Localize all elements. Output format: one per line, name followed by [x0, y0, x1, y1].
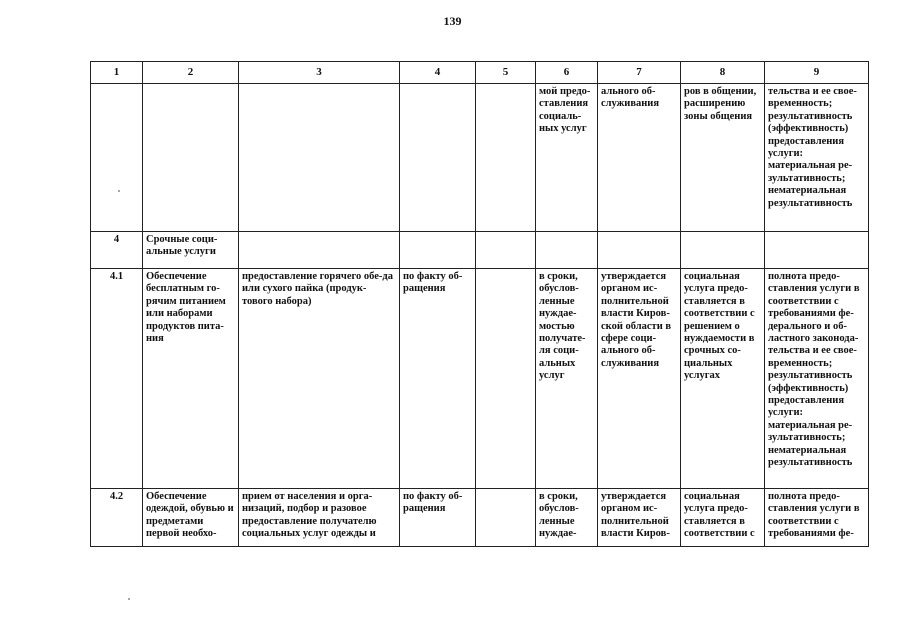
table-cell: Срочные соци-альные услуги — [143, 232, 239, 269]
header-cell: 9 — [765, 62, 869, 84]
table-cell: в сроки, обуслов-ленные нуждае-мостью получате-ля соци-альных услуг — [536, 269, 598, 489]
services-table — [90, 61, 869, 547]
table-cell: утверждается органом ис-полнительной власти Киров-ской области в сфере соци-ального об-служивания — [598, 269, 681, 489]
table-cell — [598, 232, 681, 269]
table-cell — [476, 232, 536, 269]
table-cell: социальная услуга предо-ставляется в соответствии с — [681, 489, 765, 547]
scan-speck — [118, 190, 120, 192]
table-cell — [239, 84, 400, 232]
table-cell: по факту об-ращения — [400, 269, 476, 489]
table-cell: Обеспечение бесплатным го-рячим питанием или наборами продуктов пита-ния — [143, 269, 239, 489]
table-cell — [400, 232, 476, 269]
table-cell: ров в общении, расширению зоны общения — [681, 84, 765, 232]
table-cell: 4 — [91, 232, 143, 269]
header-cell: 7 — [598, 62, 681, 84]
table-cell: социальная услуга предо-ставляется в соответствии с решением о нуждаемости в срочных со-циальных услугах — [681, 269, 765, 489]
table-cell — [476, 84, 536, 232]
header-cell: 1 — [91, 62, 143, 84]
table-cell: по факту об-ращения — [400, 489, 476, 547]
header-cell: 5 — [476, 62, 536, 84]
table-cell: полнота предо-ставления услуги в соответствии с требованиями фе-дерального и об-ластного законода-тельства и ее свое-временность; результативность (эффективность) предоставления услуги: материальная ре-зультативность; нематериальная результативность — [765, 269, 869, 489]
table-cell — [536, 232, 598, 269]
table-cell: мой предо-ставления социаль-ных услуг — [536, 84, 598, 232]
table-cell — [476, 489, 536, 547]
table-cell — [681, 232, 765, 269]
table-row — [91, 489, 869, 547]
table-cell — [239, 232, 400, 269]
table-cell: Обеспечение одеждой, обувью и предметами первой необхо- — [143, 489, 239, 547]
header-cell: 6 — [536, 62, 598, 84]
table-cell: в сроки, обуслов-ленные нуждае- — [536, 489, 598, 547]
table-cell — [400, 84, 476, 232]
header-cell: 8 — [681, 62, 765, 84]
header-cell: 3 — [239, 62, 400, 84]
table-cell: тельства и ее свое-временность; результативность (эффективность) предоставления услуги: материальная ре-зультативность; нематериальная результативность — [765, 84, 869, 232]
table-cell: 4.2 — [91, 489, 143, 547]
table-cell: полнота предо-ставления услуги в соответствии с требованиями фе- — [765, 489, 869, 547]
table-cell: утверждается органом ис-полнительной власти Киров- — [598, 489, 681, 547]
header-cell: 2 — [143, 62, 239, 84]
header-cell: 4 — [400, 62, 476, 84]
table-cell: прием от населения и орга-низаций, подбор и разовое предоставление получателю социальных услуг одежды и — [239, 489, 400, 547]
scan-speck — [128, 598, 130, 600]
table-cell — [765, 232, 869, 269]
table-cell — [143, 84, 239, 232]
table-cell: ального об-служивания — [598, 84, 681, 232]
table-row — [91, 269, 869, 489]
table-cell — [476, 269, 536, 489]
table-row — [91, 232, 869, 269]
table-cell — [91, 84, 143, 232]
table-row — [91, 84, 869, 232]
table-header-row — [91, 62, 869, 84]
page-number: 139 — [443, 14, 462, 28]
table-cell: предоставление горячего обе-да или сухого пайка (продук-тового набора) — [239, 269, 400, 489]
table-cell: 4.1 — [91, 269, 143, 489]
